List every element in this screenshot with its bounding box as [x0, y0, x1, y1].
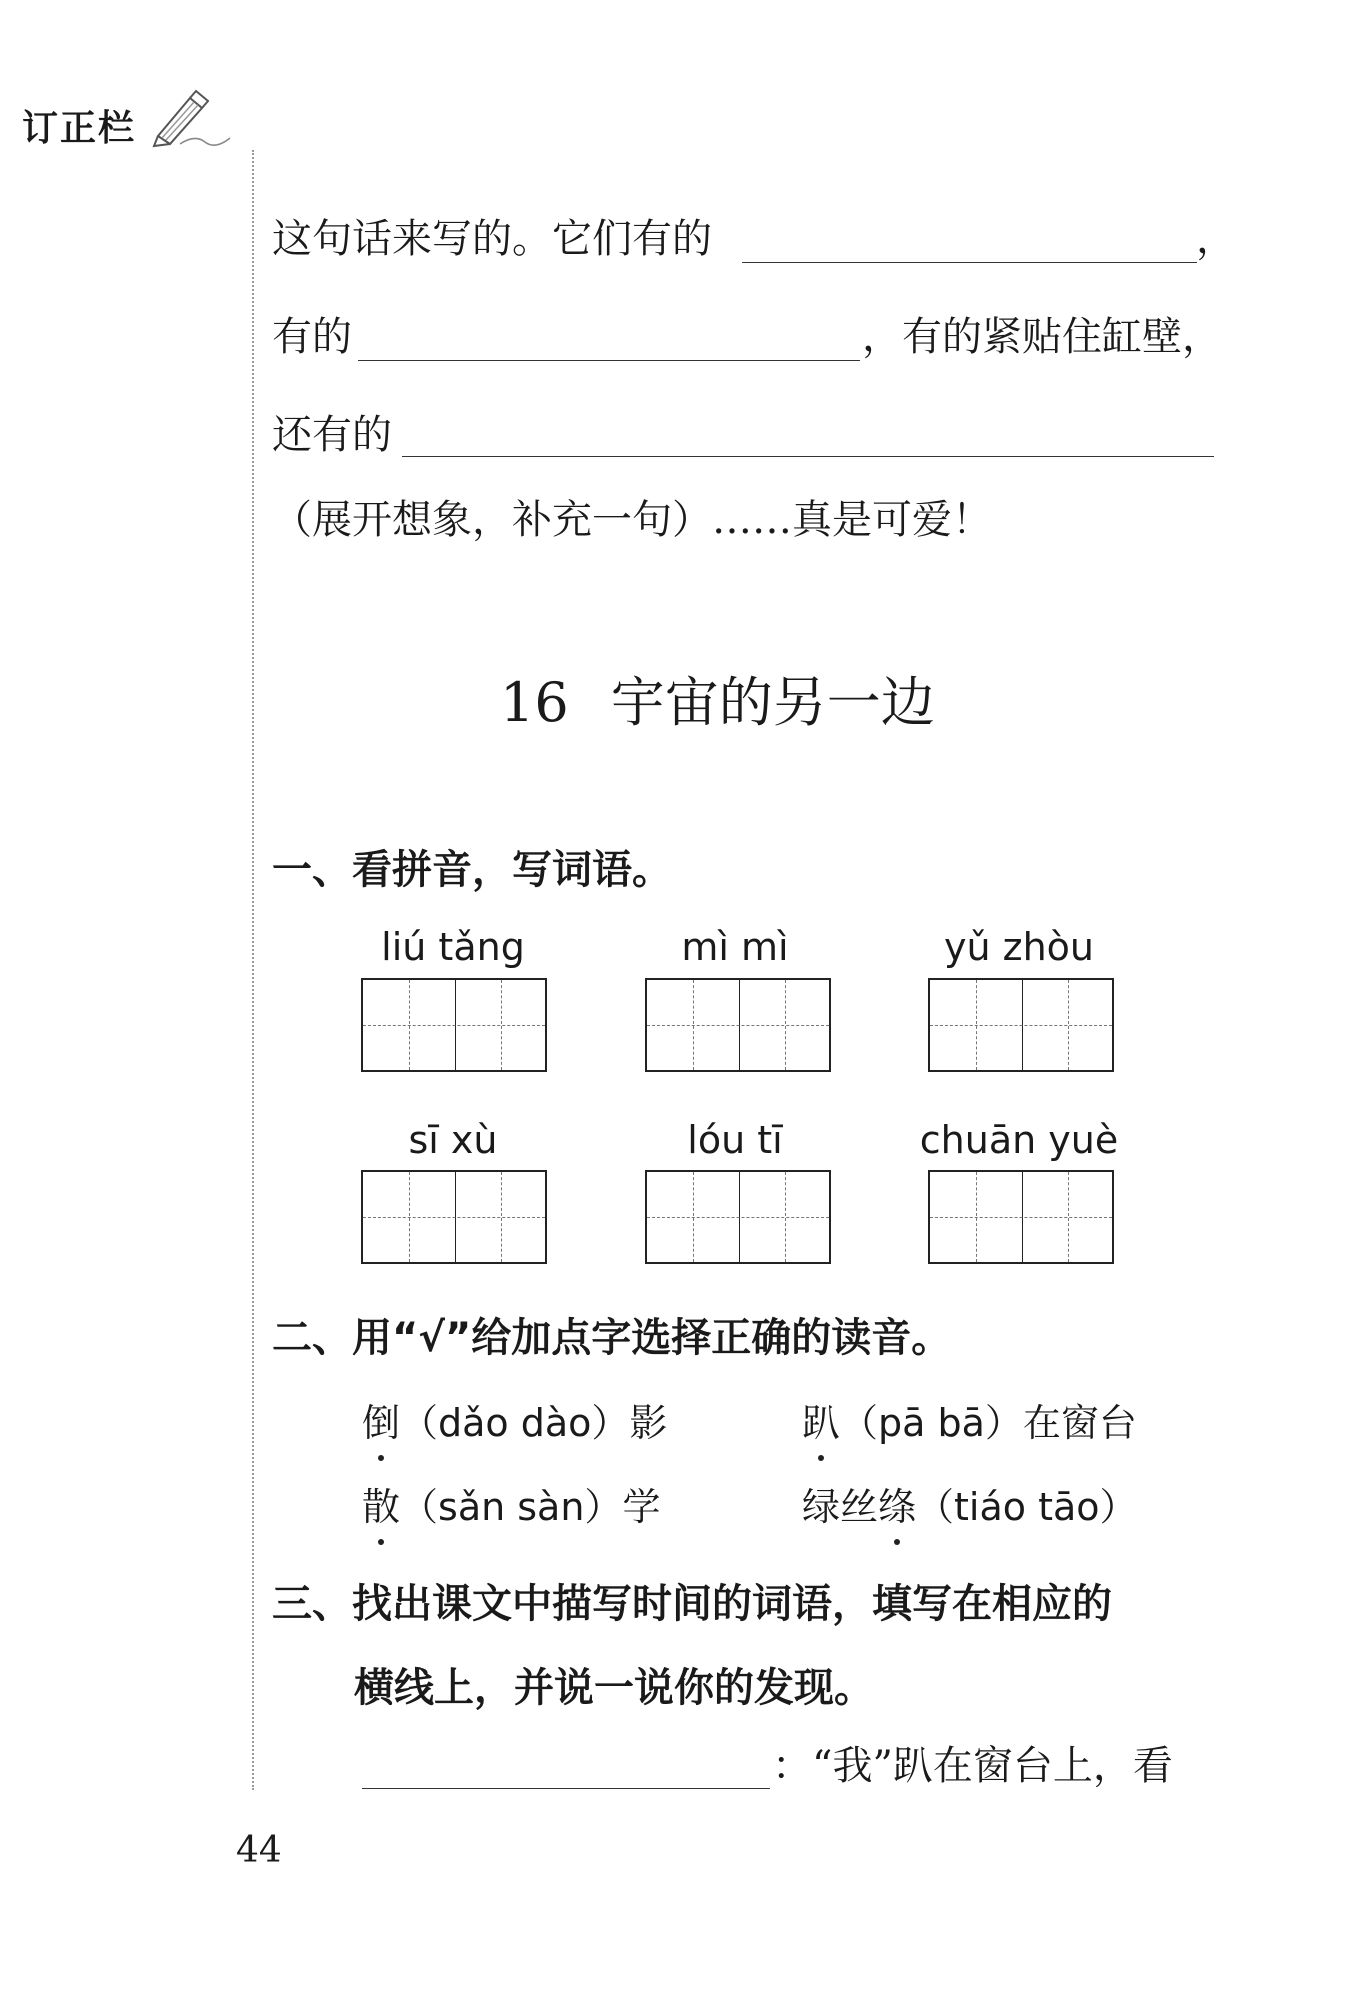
item-prefix: 绿丝 [802, 1485, 879, 1529]
lesson-title [500, 660, 935, 737]
continuation-line-1: 这句话来写的。它们有的 [272, 216, 712, 262]
item-suffix: 影 [629, 1401, 668, 1445]
answer-blank-3[interactable] [402, 456, 1214, 457]
pinyin-options[interactable]: （dǎo dào） [400, 1401, 630, 1445]
q3-heading-line-2: 横线上，并说一说你的发现。 [354, 1665, 874, 1711]
item-suffix: 学 [622, 1485, 661, 1529]
pinyin-label: sī xù [408, 1118, 498, 1162]
pinyin-label: yǔ zhòu [943, 925, 1094, 969]
pronunciation-item[interactable] [802, 1392, 1137, 1447]
pronunciation-item[interactable] [362, 1476, 660, 1531]
answer-blank-time[interactable] [362, 1788, 770, 1789]
page-number: 44 [236, 1830, 282, 1871]
writing-grid[interactable] [928, 1170, 1114, 1264]
continuation-line-2-end: ，有的紧贴住缸壁， [862, 314, 1222, 360]
q3-line-1-end: ：“我”趴在窗台上，看 [772, 1743, 1173, 1789]
dotted-character: 倒 [362, 1392, 400, 1447]
pinyin-label: lóu tī [687, 1118, 783, 1162]
lesson-title-text: 宇宙的另一边 [610, 671, 935, 734]
answer-blank-2[interactable] [358, 360, 860, 361]
answer-blank-1[interactable] [742, 262, 1197, 263]
continuation-line-1-end: ， [1196, 216, 1236, 262]
writing-grid[interactable] [361, 978, 547, 1072]
continuation-line-4: （展开想象，补充一句）……真是可爱！ [272, 497, 992, 543]
dotted-character: 散 [362, 1476, 400, 1531]
pinyin-label: mì mì [681, 925, 789, 969]
correction-column-label: 订正栏 [22, 108, 137, 149]
writing-grid[interactable] [361, 1170, 547, 1264]
pinyin-label: liú tǎng [381, 925, 525, 969]
writing-grid[interactable] [645, 1170, 831, 1264]
pinyin-options[interactable]: （pā bā） [840, 1401, 1023, 1445]
lesson-number: 16 [500, 671, 569, 734]
pencil-icon [150, 88, 240, 148]
pinyin-options[interactable]: （sǎn sàn） [400, 1485, 623, 1529]
dotted-character: 绦 [878, 1476, 916, 1531]
pronunciation-item[interactable] [802, 1476, 1138, 1531]
q3-heading-line-1: 三、找出课文中描写时间的词语，填写在相应的 [272, 1581, 1112, 1627]
pronunciation-item[interactable] [362, 1392, 667, 1447]
q1-heading: 一、看拼音，写词语。 [272, 847, 672, 893]
continuation-line-3: 还有的 [272, 412, 392, 458]
pinyin-options[interactable]: （tiáo tāo） [916, 1485, 1138, 1529]
writing-grid[interactable] [645, 978, 831, 1072]
item-suffix: 在窗台 [1022, 1401, 1137, 1445]
margin-divider [252, 150, 254, 1790]
pinyin-label: chuān yuè [919, 1118, 1119, 1162]
q2-heading: 二、用“√”给加点字选择正确的读音。 [272, 1315, 952, 1361]
writing-grid[interactable] [928, 978, 1114, 1072]
continuation-line-2-start: 有的 [272, 314, 352, 360]
dotted-character: 趴 [802, 1392, 840, 1447]
